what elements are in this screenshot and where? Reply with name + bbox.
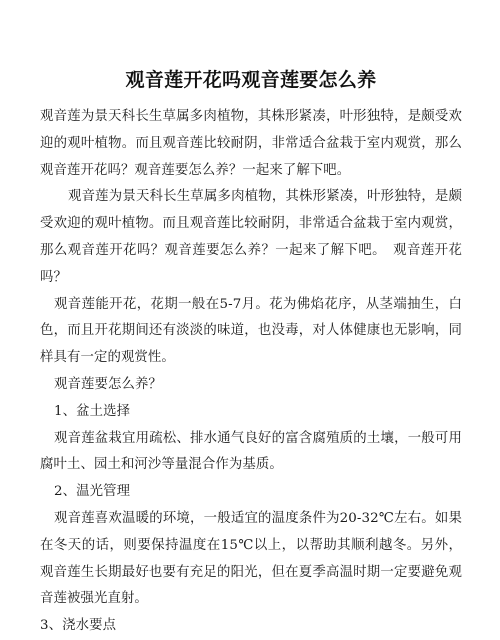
light-temperature-heading: 2、温光管理: [54, 484, 131, 500]
watering-heading: 3、浇水要点: [40, 618, 117, 634]
soil-heading: 1、盆土选择: [54, 403, 131, 419]
soil-paragraph: 观音莲盆栽宜用疏松、排水通气良好的富含腐殖质的土壤，一般可用腐叶土、园土和河沙等量混合作为基质。: [40, 430, 462, 473]
care-question-heading: 观音莲要怎么养？: [54, 376, 162, 392]
intro-paragraph: 观音莲为景天科长生草属多肉植物，其株形紧凑，叶形独特，是颇受欢迎的观叶植物。而且观音莲比较耐阴，非常适合盆栽于室内观赏，那么观音莲开花吗？观音莲要怎么养？一起来了解下吧。: [40, 109, 462, 178]
intro-repeat-paragraph: 观音莲为景天科长生草属多肉植物，其株形紧凑，叶形独特，是颇受欢迎的观叶植物。而且观音莲比较耐阴，非常适合盆栽于室内观赏，那么观音莲开花吗？观音莲要怎么养？一起来了解下吧。 观音莲开花吗？: [40, 189, 462, 285]
flowering-paragraph: 观音莲能开花，花期一般在5-7月。花为佛焰花序，从茎端抽生，白色，而且开花期间还有淡淡的味道，也没毒，对人体健康也无影响，同样具有一定的观赏性。: [40, 296, 462, 366]
light-temperature-paragraph: 观音莲喜欢温暖的环境，一般适宜的温度条件为20-32℃左右。如果在冬天的话，则要保持温度在15℃以上，以帮助其顺利越冬。另外，观音莲生长期最好也要有充足的阳光，但在夏季高温时期一定要避免观音莲被强光直射。: [40, 510, 462, 607]
document-title: 观音莲开花吗观音莲要怎么养: [125, 69, 377, 91]
